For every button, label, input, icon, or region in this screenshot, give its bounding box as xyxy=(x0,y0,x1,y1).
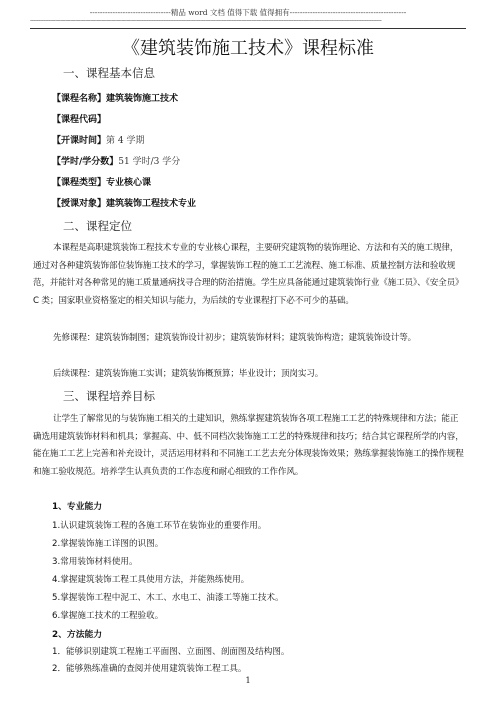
list-item: 1.认识建筑装饰工程的各施工环节在装饰业的重要作用。 xyxy=(52,521,267,531)
header-dash-line: ------------------------------------------------------------------------------------------------------------------------------------------------------------------------------------------------------------------- xyxy=(30,17,382,24)
info-course-name xyxy=(52,91,178,104)
info-label: 【授课对象】 xyxy=(52,199,107,209)
info-hours-credits xyxy=(52,154,180,167)
info-course-code xyxy=(52,112,106,125)
list-item: 2.掌握装饰施工详图的识图。 xyxy=(52,539,164,549)
section-heading-basic-info: 一、课程基本信息 xyxy=(63,66,155,80)
info-start-time xyxy=(52,133,144,146)
info-label: 【课程代码】 xyxy=(52,115,107,125)
list-item: 2．能够熟练准确的查阅并使用建筑装饰工程工具。 xyxy=(52,664,247,674)
subheading-method-ability: 2、方法能力 xyxy=(52,630,103,640)
list-item: 5.掌握装饰工程中泥工、木工、水电工、油漆工等施工技术。 xyxy=(52,593,284,603)
info-value: 建筑装饰施工技术 xyxy=(106,94,179,104)
info-value: 第 4 学期 xyxy=(106,136,145,146)
section-heading-objectives: 三、课程培养目标 xyxy=(63,389,155,403)
page-header: --------------------------------精品 word 文档 值得下载 值得拥有---------------------------------------------- xyxy=(89,8,407,17)
list-item: 1．能够识别建筑工程施工平面图、立面图、剖面图及结构图。 xyxy=(52,647,290,657)
section-heading-positioning: 二、课程定位 xyxy=(63,219,132,233)
info-value: 51 学时/3 学分 xyxy=(118,157,181,167)
info-label: 【课程名称】 xyxy=(52,94,107,104)
info-value: 建筑装饰工程技术专业 xyxy=(106,199,197,209)
objectives-paragraph: 让学生了解常见的与装饰施工相关的土建知识，熟练掌握建筑装饰各项工程施工工艺的特殊规律和方法；能正确选用建筑装饰材料和机具；掌握高、中、低不同档次装饰施工工艺的特殊规律和技巧；结合其它课程所学的内容，能在施工工艺上完善和补充设计，灵活运用材料和不同施工工艺去充分体现装饰效果；熟练掌握装饰施工的操作规程和施工验收规范。培养学生认真负责的工作态度和耐心细致的工作作风。 xyxy=(33,414,464,477)
follow-up-courses: 后续课程：建筑装饰施工实训；建筑装饰概预算；毕业设计；顶岗实习。 xyxy=(53,369,324,379)
list-item: 3.常用装饰材料使用。 xyxy=(52,557,138,567)
info-value: 专业核心课 xyxy=(106,178,152,188)
page-number: 1 xyxy=(245,676,251,685)
info-label: 【开课时间】 xyxy=(52,136,107,146)
header-rule xyxy=(30,28,466,29)
info-audience xyxy=(52,196,196,209)
info-label: 【课程类型】 xyxy=(52,178,107,188)
subheading-professional-ability: 1、专业能力 xyxy=(52,502,103,512)
info-course-type xyxy=(52,175,151,188)
info-label: 【学时/学分数】 xyxy=(52,157,119,167)
list-item: 4.掌握建筑装饰工程工具使用方法，并能熟练使用。 xyxy=(52,575,250,585)
list-item: 6.掌握施工技术的工程验收。 xyxy=(52,611,164,621)
prerequisite-courses: 先修课程：建筑装饰制图；建筑装饰设计初步；建筑装饰材料；建筑装饰构造；建筑装饰设计等。 xyxy=(53,333,417,343)
positioning-paragraph: 本课程是高职建筑装饰工程技术专业的专业核心课程，主要研究建筑物的装饰理论、方法和有关的施工规律，通过对各种建筑装饰部位装饰施工技术的学习，掌握装饰工程的施工工艺流程、施工标准、质量控制方法和验收规范，并能针对各种常见的施工质量通病找寻合理的防治措施。学生应具备能通过建筑装饰行业《施工员》、《安全员》C 类；国家职业资格鉴定的相关知识与能力，为后续的专业课程打下必不可少的基础。 xyxy=(33,243,464,306)
document-title: 《建筑装饰施工技术》课程标准 xyxy=(122,38,374,59)
